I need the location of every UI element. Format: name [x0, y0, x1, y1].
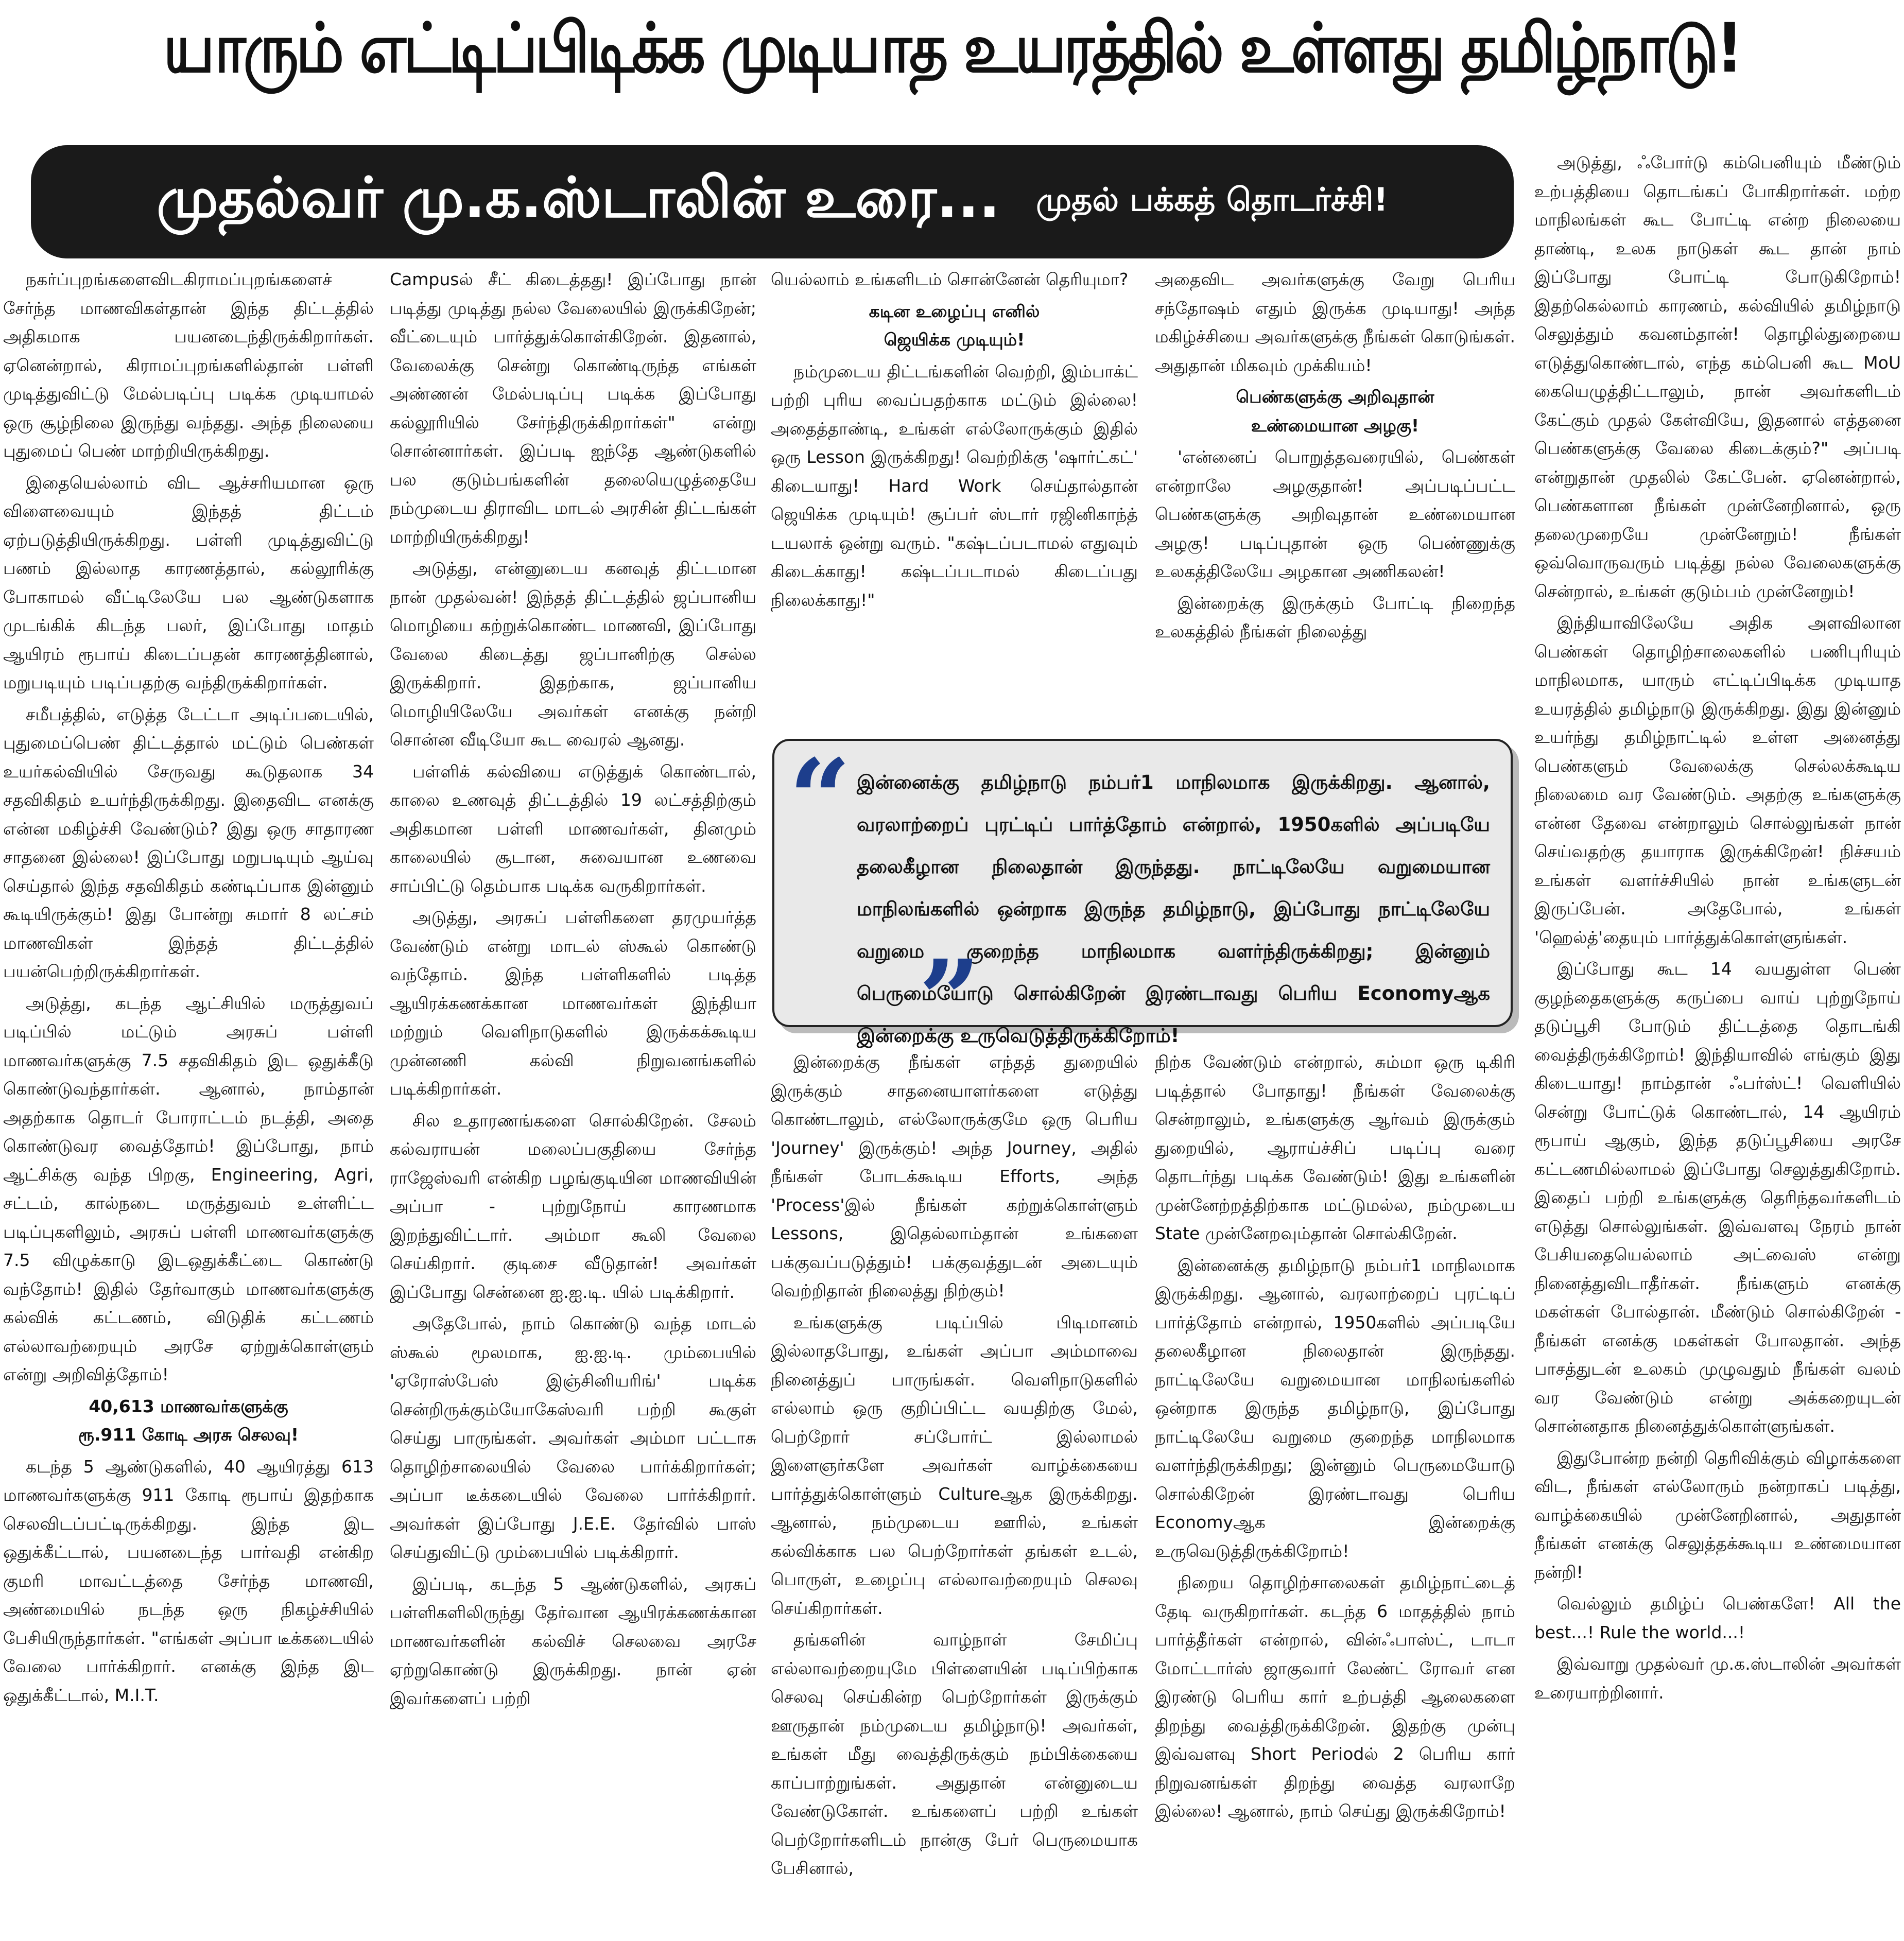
paragraph: 'என்னைப் பொறுத்தவரையில், பெண்கள் என்றாலே அழகுதான்! அப்படிப்பட்ட பெண்களுக்கு அறிவுதான் உண்மையான அழகு! படிப்புதான் ஒரு பெண்ணுக்கு உலகத்திலேயே அழகான அணிகலன்! — [1155, 447, 1515, 581]
subheading — [1155, 383, 1515, 440]
paragraph: தங்களின் வாழ்நாள் சேமிப்பு எல்லாவற்றையுமே பிள்ளையின் படிப்பிற்காக செலவு செய்கின்ற பெற்றோர்கள் இருக்கும் ஊருதான் நம்முடைய தமிழ்நாடு! அவர்கள், உங்கள் மீது வைத்திருக்கும் நம்பிக்கையை காப்பாற்றுங்கள். அதுதான் என்னுடைய வேண்டுகோள். உங்களைப் பற்றி உங்கள் பெற்றோர்களிடம் நான்கு பேர் பெருமையாக பேசினால், — [771, 1630, 1138, 1878]
subheading-line: உண்மையான அழகு! — [1251, 415, 1420, 436]
paragraph: அதேபோல், நாம் கொண்டு வந்த மாடல் ஸ்கூல் மூலமாக, ஐ.ஐ.டி. மும்பையில் 'ஏரோஸ்பேஸ் இஞ்சினியரிங்' படிக்க சென்றிருக்கும்யோகேஸ்வரி பற்றி கூகுள் செய்து பாருங்கள். அவர்கள் அம்மா பட்டாசு தொழிற்சாலையில் வேலை பார்க்கிறார்கள்; அப்பா டீக்கடையில் வேலை பார்க்கிறார். அவர்கள் இப்போது J.E.E. தேர்வில் பாஸ் செய்துவிட்டு மும்பையில் படிக்கிறார். — [390, 1313, 756, 1562]
paragraph: அதைவிட அவர்களுக்கு வேறு பெரிய சந்தோஷம் எதும் இருக்க முடியாது! அந்த மகிழ்ச்சியை அவர்களுக்கு நீங்கள் கொடுங்கள். அதுதான் மிகவும் முக்கியம்! — [1155, 269, 1515, 375]
paragraph: யெல்லாம் உங்களிடம் சொன்னேன் தெரியுமா? — [771, 269, 1129, 289]
article-column-3-top — [771, 265, 1138, 723]
paragraph: இப்படி, கடந்த 5 ஆண்டுகளில், அரசுப் பள்ளிகளிலிருந்து தேர்வான ஆயிரக்கணக்கான மாணவர்களின் கல்விச் செலவை அரசே ஏற்றுகொண்டு இருக்கிறது. நான் ஏன் இவர்களைப் பற்றி — [390, 1573, 756, 1708]
banner-subtitle: முதல் பக்கத் தொடர்ச்சி! — [1036, 181, 1388, 218]
paragraph: இன்னைக்கு தமிழ்நாடு நம்பர்1 மாநிலமாக இருக்கிறது. ஆனால், வரலாற்றைப் புரட்டிப் பார்த்தோம் என்றால், 1950களில் அப்படியே தலைகீழான நிலைதான் இருந்தது. நாட்டிலேயே வறுமையான மாநிலங்களில் ஒன்றாக இருந்த தமிழ்நாடு, இப்போது நாட்டிலேயே வறுமை குறைந்த மாநிலமாக வளர்ந்திருக்கிறது; இன்னும் பெருமையோடு சொல்கிறேன் இரண்டாவது பெரிய Economyஆக இன்றைக்கு உருவெடுத்திருக்கிறோம்! — [1155, 1255, 1515, 1561]
paragraph: இதையெல்லாம் விட ஆச்சரியமான ஒரு விளைவையும் இந்தத் திட்டம் ஏற்படுத்தியிருக்கிறது. பள்ளி முடித்துவிட்டு பணம் இல்லாத காரணத்தால், கல்லூரிக்கு போகாமல் வீட்டிலேயே பல ஆண்டுகளாக முடங்கிக் கிடந்த பலர், இப்போது மாதம் ஆயிரம் ரூபாய் கிடைப்பதன் காரணத்தினால், மறுபடியும் படிப்பதற்கு வந்திருக்கிறார்கள். — [3, 472, 374, 692]
section-banner — [31, 145, 1514, 258]
paragraph: இன்றைக்கு நீங்கள் எந்தத் துறையில் இருக்கும் சாதனையாளர்களை எடுத்து கொண்டாலும், எல்லோருக்குமே ஒரு பெரிய 'Journey' இருக்கும்! அந்த Journey, அதில் நீங்கள் போடக்கூடிய Efforts, அந்த 'Process'இல் நீங்கள் கற்றுக்கொள்ளும் Lessons, இதெல்லாம்தான் உங்களை பக்குவப்படுத்தும்! பக்குவத்துடன் அடையும் வெற்றிதான் நிலைத்து நிற்கும்! — [771, 1052, 1138, 1301]
article-column-4-top — [1155, 265, 1515, 723]
subheading-line: ரூ.911 கோடி அரசு செலவு! — [78, 1425, 299, 1445]
paragraph: இப்போது கூட 14 வயதுள்ள பெண் குழந்தைகளுக்கு கருப்பை வாய் புற்றுநோய் தடுப்பூசி போடும் திட்டத்தை தொடங்கி வைத்திருக்கிறோம்! இந்தியாவில் எங்கும் இது கிடையாது! நாம்தான் ஃபர்ஸ்ட்! வெளியில் சென்று போட்டுக் கொண்டால், 14 ஆயிரம் ரூபாய் ஆகும், இந்த தடுப்பூசியை அரசே கட்டணமில்லாமல் இப்போது செலுத்துகிறோம். இதைப் பற்றி உங்களுக்கு தெரிந்தவர்களிடம் எடுத்து சொல்லுங்கள். இவ்வளவு நேரம் நான் பேசியதையெல்லாம் அட்வைஸ் என்று நினைத்துவிடாதீர்கள். நீங்களும் எனக்கு மகள்கள் போல்தான். மீண்டும் சொல்கிறேன் - நீங்கள் எனக்கு மகள்கள் போலதான். அந்த பாசத்துடன் உலகம் முழுவதும் நீங்கள் வலம் வர வேண்டும் என்று அக்கறையுடன் சொன்னதாக நினைத்துக்கொள்ளுங்கள். — [1534, 959, 1901, 1436]
paragraph: இந்தியாவிலேயே அதிக அளவிலான பெண்கள் தொழிற்சாலைகளில் பணிபுரியும் மாநிலமாக, யாரும் எட்டிப்பிடிக்க முடியாத உயரத்தில் தமிழ்நாடு இருக்கிறது. இது இன்னும் உயர்ந்து தமிழ்நாட்டில் உள்ள அனைத்து பெண்களும் வேலைக்கு செல்லக்கூடிய நிலைமை வர வேண்டும். அதற்கு உங்களுக்கு என்ன தேவை என்றாலும் சொல்லுங்கள் நான் செய்வதற்கு தயாராக இருக்கிறேன்! நிச்சயம் உங்கள் வளர்ச்சியில் நான் உங்களுடன் இருப்பேன். அதேபோல், உங்கள் 'ஹெல்த்'தையும் பார்த்துக்கொள்ளுங்கள். — [1534, 613, 1901, 947]
subheading-line: கடின உழைப்பு எனில் — [869, 301, 1040, 321]
paragraph: இதுபோன்ற நன்றி தெரிவிக்கும் விழாக்களை விட, நீங்கள் எல்லோரும் நன்றாகப் படித்து, வாழ்க்கையில் முன்னேறினால், அதுதான் நீங்கள் எனக்கு செலுத்தக்கூடிய உண்மையான நன்றி! — [1534, 1447, 1901, 1582]
subheading — [3, 1392, 374, 1449]
paragraph: சில உதாரணங்களை சொல்கிறேன். சேலம் கல்வராயன் மலைப்பகுதியை சேர்ந்த ராஜேஸ்வரி என்கிற பழங்குடியின மாணவியின் அப்பா - புற்றுநோய் காரணமாக இறந்துவிட்டார். அம்மா கூலி வேலை செய்கிறார். குடிசை வீடுதான்! அவர்கள் இப்போது சென்னை ஐ.ஐ.டி. யில் படிக்கிறார். — [390, 1110, 756, 1302]
paragraph: நிற்க வேண்டும் என்றால், சும்மா ஒரு டிகிரி படித்தால் போதாது! நீங்கள் வேலைக்கு சென்றாலும், உங்களுக்கு ஆர்வம் இருக்கும் துறையில், ஆராய்ச்சிப் படிப்பு வரை தொடர்ந்து படிக்க வேண்டும்! இது உங்களின் முன்னேற்றத்திற்காக மட்டுமல்ல, நம்முடைய State முன்னேறவும்தான் சொல்கிறேன். — [1155, 1052, 1515, 1243]
banner-title: முதல்வர் மு.க.ஸ்டாலின் உரை... — [157, 166, 1000, 230]
article-column-5 — [1534, 148, 1901, 1938]
paragraph: இன்றைக்கு இருக்கும் போட்டி நிறைந்த உலகத்தில் நீங்கள் நிலைத்து — [1155, 593, 1515, 642]
paragraph: Campusல் சீட் கிடைத்தது! இப்போது நான் படித்து முடித்து நல்ல வேலையில் இருக்கிறேன்; வீட்டையும் பார்த்துக்கொள்கிறேன். இதனால், வேலைக்கு சென்று கொண்டிருந்த எங்கள் அண்ணன் மேல்படிப்பு படிக்க இப்போது கல்லூரியில் சேர்ந்திருக்கிறார்கள்" என்று சொன்னார்கள். இப்படி ஐந்தே ஆண்டுகளில் பல குடும்பங்களின் தலையெழுத்தையே நம்முடைய திராவிட மாடல் அரசின் திட்டங்கள் மாற்றியிருக்கிறது! — [390, 269, 756, 547]
article-column-3-bottom — [771, 1048, 1138, 1938]
article-column-4-bottom — [1155, 1048, 1515, 1938]
headline: யாரும் எட்டிப்பிடிக்க முடியாத உயரத்தில் உள்ளது தமிழ்நாடு! — [163, 9, 1741, 88]
paragraph: இவ்வாறு முதல்வர் மு.க.ஸ்டாலின் அவர்கள் உரையாற்றினார். — [1534, 1654, 1901, 1703]
paragraph: அடுத்து, ஃபோர்டு கம்பெனியும் மீண்டும் உற்பத்தியை தொடங்கப் போகிறார்கள். மற்ற மாநிலங்கள் கூட போட்டி என்ற நிலையை தாண்டி, உலக நாடுகள் கூட தான் நாம் இப்போது போட்டி போடுகிறோம்! இதற்கெல்லாம் காரணம், கல்வியில் தமிழ்நாடு செலுத்தும் கவனம்தான்! தொழில்துறையை எடுத்துகொண்டால், எந்த கம்பெனி கூட MoU கையெழுத்திட்டாலும், நான் அவர்களிடம் கேட்கும் முதல் கேள்வியே, இதனால் எத்தனை பெண்களுக்கு வேலை கிடைக்கும்?" அப்படி என்றுதான் முதலில் கேட்பேன். ஏனென்றால், பெண்களான நீங்கள் முன்னேறினால், ஒரு தலைமுறையே முன்னேறும்! நீங்கள் ஒவ்வொருவரும் படித்து நல்ல வேலைகளுக்கு சென்றால், உங்கள் குடும்பம் முன்னேறும்! — [1534, 152, 1901, 601]
open-quote-icon: “ — [789, 735, 851, 862]
subheading — [771, 297, 1138, 354]
paragraph: உங்களுக்கு படிப்பில் பிடிமானம் இல்லாதபோது, உங்கள் அப்பா அம்மாவை நினைத்துப் பாருங்கள். வெளிநாடுகளில் எல்லாம் ஒரு குறிப்பிட்ட வயதிற்கு மேல், பெற்றோர் சப்போர்ட் இல்லாமல் இளைஞர்களே அவர்கள் வாழ்க்கையை பார்த்துக்கொள்ளும் Cultureஆக இருக்கிறது. ஆனால், நம்முடைய ஊரில், உங்கள் கல்விக்காக பல பெற்றோர்கள் தங்கள் உடல், பொருள், உழைப்பு எல்லாவற்றையும் செலவு செய்கிறார்கள். — [771, 1312, 1138, 1618]
paragraph: அடுத்து, என்னுடைய கனவுத் திட்டமான நான் முதல்வன்! இந்தத் திட்டத்தில் ஜப்பானிய மொழியை கற்றுக்கொண்ட மாணவி, இப்போது வேலை கிடைத்து ஜப்பானிற்கு செல்ல இருக்கிறார். இதற்காக, ஜப்பானிய மொழியிலேயே அவர்கள் எனக்கு நன்றி சொன்ன வீடியோ கூட வைரல் ஆனது. — [390, 558, 756, 750]
paragraph: நகர்ப்புறங்களைவிடகிராமப்புறங்களைச் சேர்ந்த மாணவிகள்தான் இந்த திட்டத்தில் அதிகமாக பயனடைந்திருக்கிறார்கள். ஏனென்றால், கிராமப்புறங்களில்தான் பள்ளி முடித்துவிட்டு மேல்படிப்பு படிக்க முடியாமல் ஒரு சூழ்நிலை இருந்து வந்தது. அந்த நிலையை புதுமைப் பெண் மாற்றியிருக்கிறது. — [3, 269, 374, 461]
subheading-line: ஜெயிக்க முடியும்! — [884, 330, 1025, 350]
paragraph: கடந்த 5 ஆண்டுகளில், 40 ஆயிரத்து 613 மாணவர்களுக்கு 911 கோடி ரூபாய் இதற்காக செலவிடப்பட்டிருக்கிறது. இந்த இட ஒதுக்கீட்டால், பயனடைந்த பார்வதி என்கிற குமரி மாவட்டத்தை சேர்ந்த மாணவி, அண்மையில் நடந்த ஒரு நிகழ்ச்சியில் பேசியிருந்தார்கள். "எங்கள் அப்பா டீக்கடையில் வேலை பார்க்கிறார். எனக்கு இந்த இட ஒதுக்கீட்டால், M.I.T. — [3, 1456, 374, 1705]
paragraph: நம்முடைய திட்டங்களின் வெற்றி, இம்பாக்ட் பற்றி புரிய வைப்பதற்காக மட்டும் இல்லை! அதைத்தாண்டி, உங்கள் எல்லோருக்கும் இதில் ஒரு Lesson இருக்கிறது! வெற்றிக்கு 'ஷார்ட்கட்' கிடையாது! Hard Work செய்தால்தான் ஜெயிக்க முடியும்! சூப்பர் ஸ்டார் ரஜினிகாந்த் டயலாக் ஒன்று வரும். "கஷ்டப்படாமல் எதுவும் கிடைக்காது! கஷ்டப்படாமல் கிடைப்பது நிலைக்காது!" — [771, 361, 1138, 610]
paragraph: சமீபத்தில், எடுத்த டேட்டா அடிப்படையில், புதுமைப்பெண் திட்டத்தால் மட்டும் பெண்கள் உயர்கல்வியில் சேருவது கூடுதலாக 34 சதவிகிதம் உயர்ந்திருக்கிறது. இதைவிட எனக்கு என்ன மகிழ்ச்சி வேண்டும்? இது ஒரு சாதாரண சாதனை இல்லை! இப்போது மறுபடியும் ஆய்வு செய்தால் இந்த சதவிகிதம் கண்டிப்பாக இன்னும் கூடியிருக்கும்! இது போன்று சுமார் 8 லட்சம் மாணவிகள் இந்தத் திட்டத்தில் பயன்பெற்றிருக்கிறார்கள். — [3, 704, 374, 981]
paragraph: பள்ளிக் கல்வியை எடுத்துக் கொண்டால், காலை உணவுத் திட்டத்தில் 19 லட்சத்திற்கும் அதிகமான பள்ளி மாணவர்கள், தினமும் காலையில் சூடான, சுவையான உணவை சாப்பிட்டு தெம்பாக படிக்க வருகிறார்கள். — [390, 761, 756, 896]
pull-quote-text: இன்னைக்கு தமிழ்நாடு நம்பர்1 மாநிலமாக இருக்கிறது. ஆனால், வரலாற்றைப் புரட்டிப் பார்த்தோம் என்றால், 1950களில் அப்படியே தலைகீழான நிலைதான் இருந்தது. நாட்டிலேயே வறுமையான மாநிலங்களில் ஒன்றாக இருந்த தமிழ்நாடு, இப்போது நாட்டிலேயே வறுமை குறைந்த மாநிலமாக வளர்ந்திருக்கிறது; இன்னும் பெருமையோடு சொல்கிறேன் இரண்டாவது பெரிய Economyஆக இன்றைக்கு உருவெடுத்திருக்கிறோம்! — [857, 771, 1490, 1047]
subheading-line: பெண்களுக்கு அறிவுதான் — [1236, 387, 1434, 407]
subheading-line: 40,613 மாணவர்களுக்கு — [89, 1396, 288, 1416]
article-column-1 — [3, 265, 374, 1938]
paragraph: அடுத்து, கடந்த ஆட்சியில் மருத்துவப் படிப்பில் மட்டும் அரசுப் பள்ளி மாணவர்களுக்கு 7.5 சதவிகிதம் இட ஒதுக்கீடு கொண்டுவந்தார்கள். ஆனால், நாம்தான் அதற்காக தொடர் போராட்டம் நடத்தி, அதை கொண்டுவர வைத்தோம்! இப்போது, நாம் ஆட்சிக்கு வந்த பிறகு, Engineering, Agri, சட்டம், கால்நடை மருத்துவம் உள்ளிட்ட படிப்புகளிலும், அரசுப் பள்ளி மாணவர்களுக்கு 7.5 விழுக்காடு இடஒதுக்கீட்டை கொண்டு வந்தோம்! இதில் தேர்வாகும் மாணவர்களுக்கு கல்விக் கட்டணம், விடுதிக் கட்டணம் எல்லாவற்றையும் அரசே ஏற்றுக்கொள்ளும் என்று அறிவித்தோம்! — [3, 993, 374, 1384]
article-column-2 — [390, 265, 756, 1938]
close-quote-icon: ” — [919, 936, 981, 1063]
paragraph: அடுத்து, அரசுப் பள்ளிகளை தரமுயர்த்த வேண்டும் என்று மாடல் ஸ்கூல் கொண்டு வந்தோம். இந்த பள்ளிகளில் படித்த ஆயிரக்கணக்கான மாணவர்கள் இந்தியா மற்றும் வெளிநாடுகளில் இருக்கக்கூடிய முன்னணி கல்வி நிறுவனங்களில் படிக்கிறார்கள். — [390, 907, 756, 1099]
paragraph: நிறைய தொழிற்சாலைகள் தமிழ்நாட்டைத் தேடி வருகிறார்கள். கடந்த 6 மாதத்தில் நாம் பார்த்தீர்கள் என்றால், வின்ஃபாஸ்ட், டாடா மோட்டார்ஸ் ஜாகுவார் லேண்ட் ரோவர் என இரண்டு பெரிய கார் உற்பத்தி ஆலைகளை திறந்து வைத்திருக்கிறேன். இதற்கு முன்பு இவ்வளவு Short Periodல் 2 பெரிய கார் நிறுவனங்கள் திறந்து வைத்த வரலாறே இல்லை! ஆனால், நாம் செய்து இருக்கிறோம்! — [1155, 1572, 1515, 1821]
pull-quote-box — [772, 735, 1513, 1063]
paragraph: வெல்லும் தமிழ்ப் பெண்களே! All the best...! Rule the world...! — [1534, 1593, 1901, 1642]
